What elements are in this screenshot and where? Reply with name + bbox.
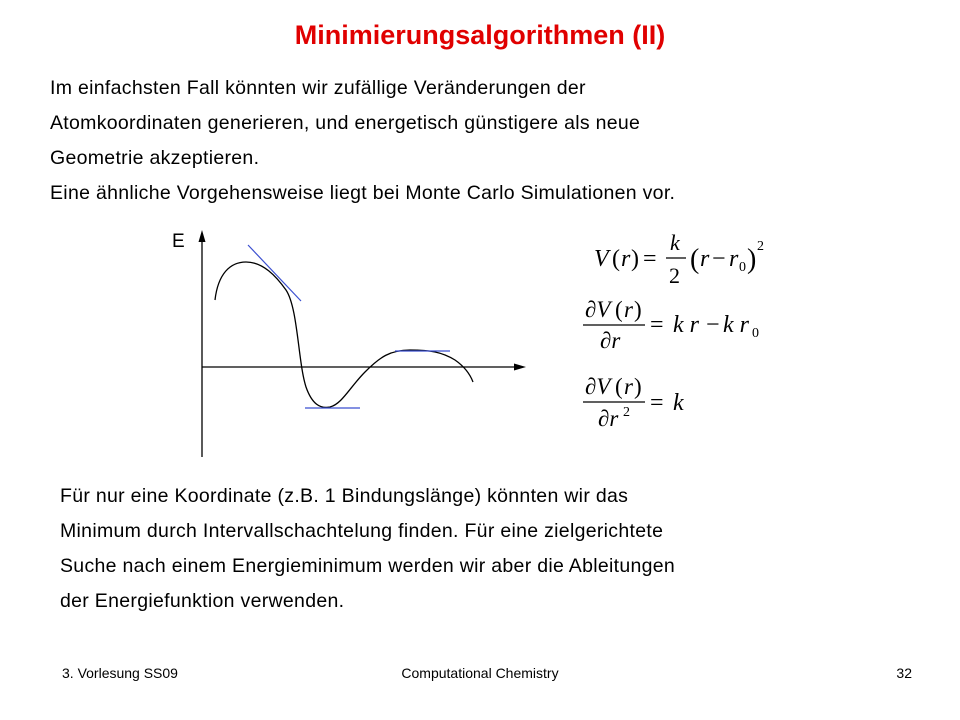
svg-text:∂V: ∂V	[585, 374, 611, 399]
formula-potential	[594, 230, 764, 288]
svg-text:(: (	[612, 246, 620, 272]
svg-text:=: =	[643, 246, 657, 272]
svg-text:∂r: ∂r	[598, 406, 619, 431]
svg-text:2: 2	[623, 405, 630, 420]
outro-line: Minimum durch Intervallschachtelung finden. Für eine zielgerichtete	[60, 520, 664, 542]
energy-curve	[215, 262, 473, 407]
svg-text:r: r	[729, 246, 739, 272]
svg-text:r: r	[624, 374, 633, 399]
y-axis-label: E	[172, 231, 185, 252]
svg-text:r: r	[700, 246, 710, 272]
svg-text:0: 0	[752, 326, 759, 341]
svg-text:(: (	[615, 374, 623, 399]
svg-text:2: 2	[669, 263, 680, 288]
svg-text:∂r: ∂r	[600, 328, 621, 353]
outro-line: Suche nach einem Energieminimum werden wir aber die Ableitungen	[60, 555, 676, 577]
intro-line: Eine ähnliche Vorgehensweise liegt bei Monte Carlo Simulationen vor.	[50, 182, 676, 204]
outro-line: Für nur eine Koordinate (z.B. 1 Bindungslänge) könnten wir das	[60, 485, 629, 507]
footer-lecture: 3. Vorlesung SS09	[62, 665, 178, 681]
intro-line: Geometrie akzeptieren.	[50, 147, 260, 169]
energy-curve-diagram	[160, 222, 530, 462]
svg-text:(: (	[615, 297, 623, 322]
x-axis-arrow	[514, 364, 526, 371]
svg-text:=: =	[650, 390, 664, 416]
footer-page-number: 32	[896, 665, 912, 681]
svg-text:2: 2	[757, 239, 764, 254]
outro-line: der Energiefunktion verwenden.	[60, 590, 345, 612]
footer-course: Computational Chemistry	[401, 665, 559, 681]
outro-paragraph	[60, 479, 675, 619]
svg-text:): )	[631, 246, 639, 272]
intro-paragraph	[50, 71, 675, 211]
svg-text:): )	[634, 374, 642, 399]
svg-text:0: 0	[739, 260, 746, 275]
svg-text:): )	[747, 244, 757, 275]
intro-line: Atomkoordinaten generieren, und energetisch günstigere als neue	[50, 112, 641, 134]
svg-text:r: r	[624, 297, 633, 322]
svg-text:): )	[634, 297, 642, 322]
svg-text:k r: k r	[723, 312, 749, 338]
svg-text:−: −	[712, 246, 726, 272]
slide-title: Minimierungsalgorithmen (II)	[294, 20, 666, 50]
svg-text:∂V: ∂V	[585, 297, 611, 322]
intro-line: Im einfachsten Fall könnten wir zufällige Veränderungen der	[50, 77, 586, 99]
svg-text:V: V	[594, 246, 609, 272]
svg-text:k: k	[673, 390, 684, 416]
svg-text:k: k	[670, 230, 680, 255]
formula-second-derivative	[583, 374, 684, 431]
y-axis-arrow	[199, 230, 206, 242]
svg-text:r: r	[621, 246, 631, 272]
formula-first-derivative	[583, 297, 759, 353]
svg-text:−: −	[706, 312, 720, 338]
svg-text:=: =	[650, 312, 664, 338]
tangent-slope	[248, 245, 301, 301]
svg-text:k r: k r	[673, 312, 699, 338]
formula-block	[580, 226, 780, 446]
svg-text:(: (	[690, 244, 700, 275]
